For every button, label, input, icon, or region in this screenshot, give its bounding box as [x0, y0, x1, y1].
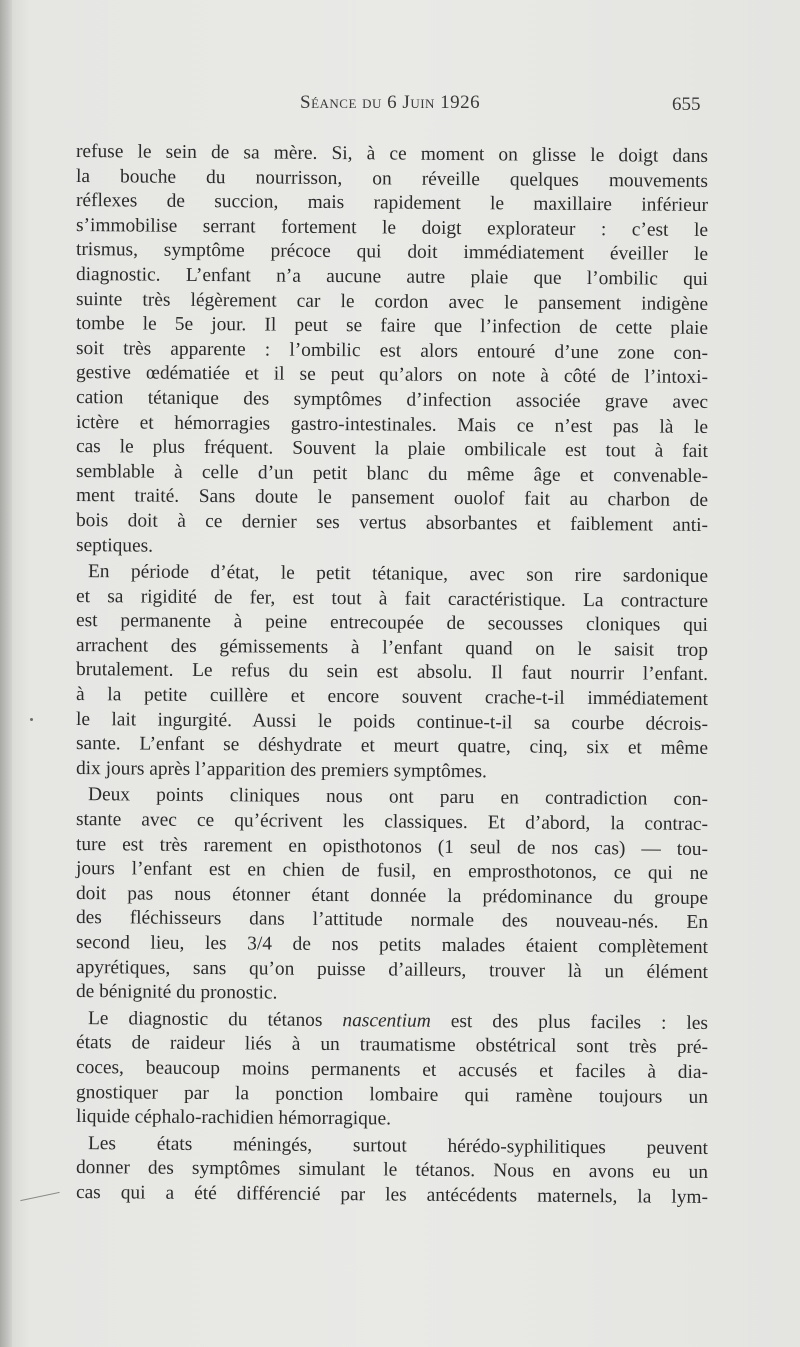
text-line: stante avec ce qu’écrivent les classiques. Et d’abord, la contrac- — [75, 809, 709, 835]
text-line: de bénignité du pronostic. — [75, 981, 278, 1004]
text-line: sante. L’enfant se déshydrate et meurt quatre, cinq, six et même — [75, 733, 709, 760]
text-line: second lieu, les 3/4 de nos petits malades étaient complètement — [75, 932, 709, 958]
text-line: brutalement. Le refus du sein est absolu. Il faut nourrir l’enfant. — [75, 659, 709, 686]
body-text — [76, 140, 708, 1206]
text-line: cas qui a été différencié par les antécédents maternels, la lym- — [75, 1181, 709, 1208]
text-line: ment traité. Sans doute le pansement ouolof fait au charbon de — [75, 485, 709, 512]
text-line: s’immobilise serrant fortement le doigt explorateur : c’est le — [75, 214, 709, 241]
text-line: le lait ingurgité. Aussi le poids continue-t-il sa courbe décrois- — [75, 708, 709, 735]
running-head: Séance du 6 Juin 1926 — [300, 92, 481, 113]
text-line: Les états méningés, surtout hérédo-syphilitiques peuvent — [87, 1132, 709, 1159]
text-line: gestive œdématiée et il se peut qu’alors on note à côté de l’intoxi- — [75, 362, 709, 389]
text-line: refuse le sein de sa mère. Si, à ce moment on glisse le doigt dans — [75, 141, 709, 167]
text-line: à la petite cuillère et encore souvent crache-t-il immédiatement — [75, 684, 709, 711]
text-line: liquide céphalo-rachidien hémorragique. — [75, 1106, 392, 1130]
text-line: arrachent des gémissements à l’enfant quand on le saisit trop — [75, 634, 709, 661]
text-line: ture est très rarement en opisthotonos (1 seul de nos cas) — tou- — [75, 833, 709, 860]
text-line: la bouche du nourrisson, on réveille quelques mouvements — [75, 165, 709, 192]
text-line: Deux points cliniques nous ont paru en contradiction con- — [87, 784, 709, 811]
text-line: des fléchisseurs dans l’attitude normale des nouveau-nés. En — [75, 907, 709, 934]
text-line: donner des symptômes simulant le tétanos. Nous en avons eu un — [75, 1157, 709, 1184]
text-line: ictère et hémorragies gastro-intestinales. Mais ce n’est pas là le — [75, 411, 709, 438]
text-line: jours l’enfant est en chien de fusil, en emprosthotonos, ce qui ne — [75, 858, 709, 885]
text-line: trismus, symptôme précoce qui doit immédiatement éveiller le — [75, 239, 709, 266]
text-line: diagnostic. L’enfant n’a aucune autre plaie que l’ombilic qui — [75, 263, 709, 290]
page-number: 655 — [672, 94, 701, 115]
text-line: doit pas nous étonner étant donnée la prédominance du groupe — [75, 882, 709, 909]
text-line: bois doit à ce dernier ses vertus absorbantes et faiblement anti- — [75, 509, 709, 536]
italic-term: nascentium — [342, 1009, 431, 1032]
text-line: dix jours après l’apparition des premiers symptômes. — [75, 757, 487, 783]
text-line: soit très apparente : l’ombilic est alors entouré d’une zone con- — [75, 337, 709, 364]
text-line: apyrétiques, sans qu’on puisse d’ailleurs, trouver là un élément — [75, 956, 709, 983]
scan-speck — [30, 718, 33, 721]
text-run: est des plus faciles : les — [430, 1010, 709, 1034]
text-line: tombe le 5e jour. Il peut se faire que l’infection de cette plaie — [75, 313, 709, 340]
text-line: semblable à celle d’un petit blanc du même âge et convenable- — [75, 460, 709, 487]
text-line: et sa rigidité de fer, est tout à fait caractéristique. La contracture — [75, 585, 709, 612]
text-line: cation tétanique des symptômes d’infection associée grave avec — [75, 386, 709, 413]
text-line: suinte très légèrement car le cordon avec le pansement indigène — [75, 288, 709, 315]
text-line: gnostiquer par la ponction lombaire qui ramène toujours un — [75, 1081, 709, 1108]
text-line: états de raideur liés à un traumatisme obstétrical sont très pré- — [75, 1032, 709, 1059]
text-line: réflexes de succion, mais rapidement le maxillaire inférieur — [75, 190, 709, 217]
text-run: Le diagnostic du tétanos — [87, 1007, 343, 1031]
page-binding-shadow — [0, 0, 12, 1347]
text-line: En période d’état, le petit tétanique, avec son rire sardonique — [87, 561, 709, 588]
text-line: coces, beaucoup moins permanents et accusés et faciles à dia- — [75, 1056, 709, 1083]
text-line: est permanente à peine entrecoupée de secousses cloniques qui — [75, 610, 709, 637]
text-line: cas le plus fréquent. Souvent la plaie ombilicale est tout à fait — [75, 436, 709, 463]
scan-mark — [20, 1192, 59, 1201]
text-line: septiques. — [75, 534, 154, 557]
